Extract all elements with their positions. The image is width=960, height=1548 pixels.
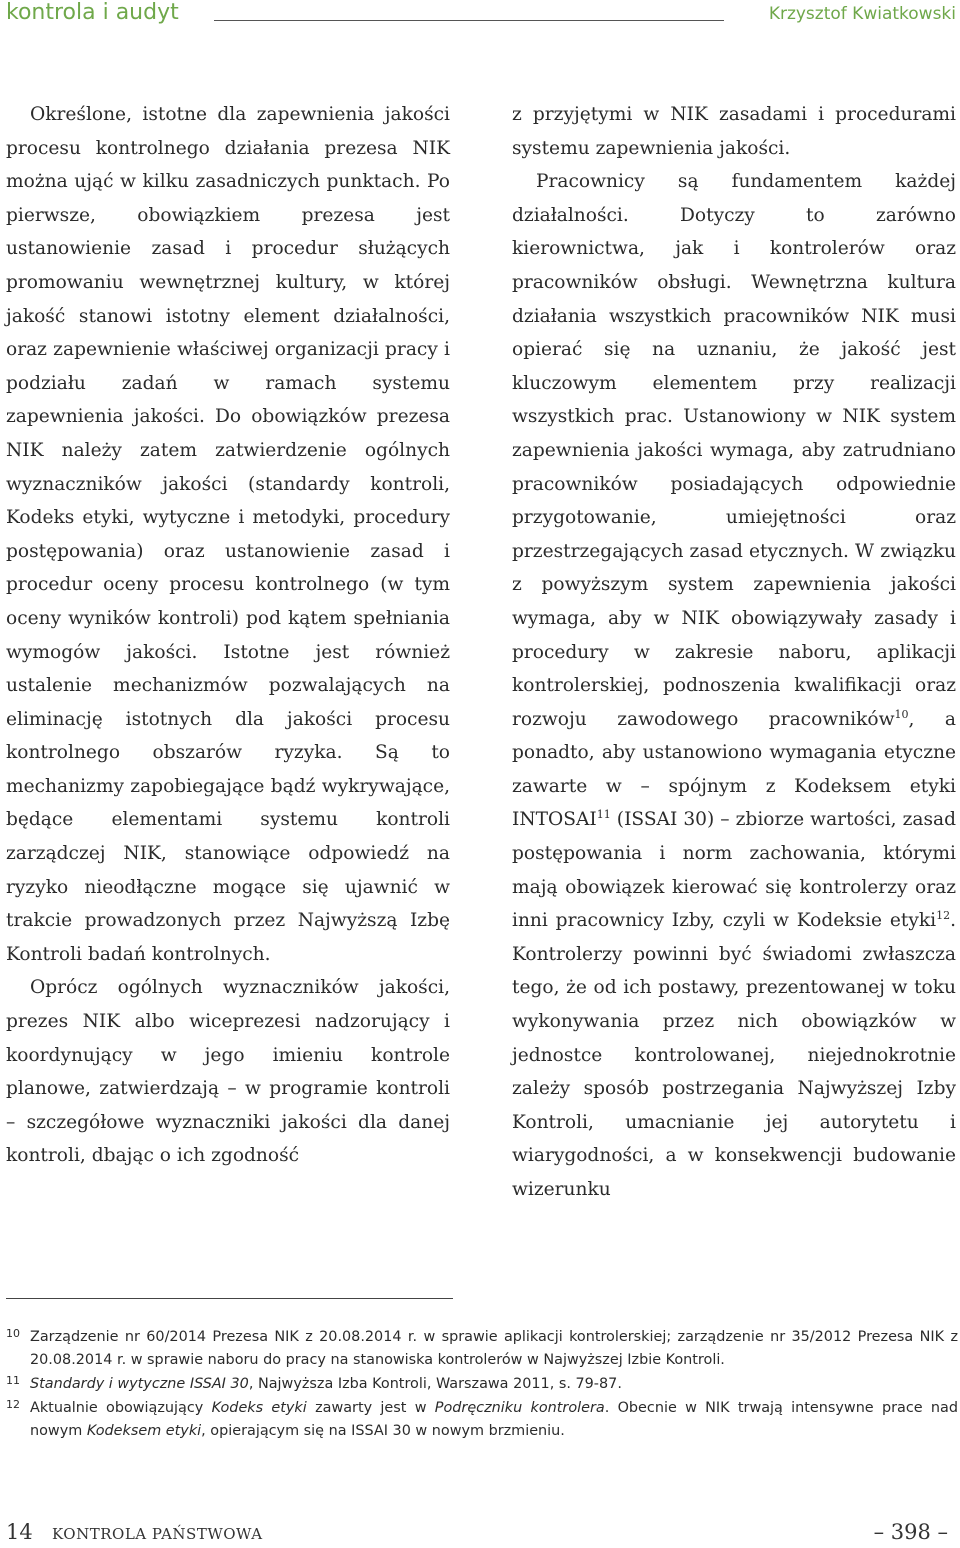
text-run: (ISSAI 30) – zbiorze wartości, zasad postępowania i norm zachowania, którymi mają obowiązek kierować się kontrolerzy oraz inni pracownicy Izby, czyli w Kodeksie etyki <box>512 809 956 932</box>
right-column <box>512 98 956 1207</box>
text-run: Pracownicy są fundamentem każdej działalności. Dotyczy to zarówno kierownictwa, jak i kontrolerów oraz pracowników obsługi. Wewnętrzna kultura działania wszystkich pracowników NIK musi opierać się na uznaniu, że jakość jest kluczowym elementem przy realizacji wszystkich prac. Ustanowiony w NIK system zapewnienia jakości wymaga, aby zatrudniano pracowników posiadających odpowiednie przygotowanie, umiejętności oraz przestrzegających zasad etycznych. W związku z powyższym system zapewnienia jakości wymaga, aby w NIK obowiązywały zasady i procedury w zakresie naboru, aplikacji kontrolerskiej, podnoszenia kwalifikacji oraz rozwoju zawodowego pracowników <box>512 171 956 730</box>
footnotes <box>6 1326 958 1444</box>
footnote-rule <box>6 1298 453 1299</box>
footnote <box>6 1326 958 1372</box>
footnote <box>6 1397 958 1443</box>
footnote-text: zawarty jest w <box>306 1400 435 1416</box>
footnote-text: . Obecnie w NIK trwają intensywne prace nad nowym <box>30 1400 958 1439</box>
page-header <box>0 0 960 36</box>
footnote-text: , Najwyższa Izba Kontroli, Warszawa 2011, s. 79-87. <box>248 1376 622 1392</box>
header-rule <box>214 20 724 21</box>
paragraph: Oprócz ogólnych wyznaczników jakości, prezes NIK albo wiceprezesi nadzorujący i koordynujący w jego imieniu kontrole planowe, zatwierdzają – w programie kontroli – szczegółowe wyznaczniki jakości dla danej kontroli, dbając o ich zgodność <box>6 977 450 1167</box>
footnote-number: 10 <box>6 1327 20 1340</box>
footnote-text: Zarządzenie nr 60/2014 Prezesa NIK z 20.08.2014 r. w sprawie aplikacji kontrolerskiej; zarządzenie nr 35/2012 Prezesa NIK z 20.08.2014 r. w sprawie naboru do pracy na stanowiska kontrolerów w Najwyższej Izbie Kontroli. <box>30 1329 958 1368</box>
footnote-ref[interactable]: 10 <box>894 707 909 721</box>
footnote-number: 12 <box>6 1398 20 1411</box>
left-column <box>6 98 450 1173</box>
author-name: Krzysztof Kwiatkowski <box>768 4 956 24</box>
footnote-ref[interactable]: 11 <box>596 808 611 822</box>
footnote-title: Podręczniku kontrolera <box>434 1400 605 1416</box>
paragraph: Określone, istotne dla zapewnienia jakości procesu kontrolnego działania prezesa NIK można ująć w kilku zasadniczych punktach. Po pierwsze, obowiązkiem prezesa jest ustanowienie zasad i procedur służących promowaniu wewnętrznej kultury, w której jakość stanowi istotny element działalności, oraz zapewnienie właściwej organizacji pracy i podziału zadań w ramach systemu zapewnienia jakości. Do obowiązków prezesa NIK należy zatem zatwierdzenie ogólnych wyznaczników jakości (standardy kontroli, Kodeks etyki, wytyczne i metodyki, procedury postępowania) oraz ustanowienie zasad i procedur oceny procesu kontrolnego (w tym oceny wyników kontroli) pod kątem spełniania wymogów jakości. Istotne jest również ustalenie mechanizmów pozwalających na eliminację istotnych dla jakości procesu kontrolnego obszarów ryzyka. Są to mechanizmy zapobiegające bądź wykrywające, będące elementami systemu kontroli zarządczej NIK, stanowiące odpowiedź na ryzyko nieodłączne mogące się ujawnić w trakcie prowadzonych przez Najwyższą Izbę Kontroli badań kontrolnych. <box>6 104 450 965</box>
footnote-ref[interactable]: 12 <box>936 909 951 923</box>
footnote-number: 11 <box>6 1374 20 1387</box>
section-title: kontrola i audyt <box>6 0 179 25</box>
journal-name: KONTROLA PAŃSTWOWA <box>52 1525 263 1543</box>
footnote-text: , opierającym się na ISSAI 30 w nowym brzmieniu. <box>201 1423 565 1439</box>
footnote-title: Standardy i wytyczne ISSAI 30 <box>30 1376 249 1392</box>
footnote-title: Kodeksem etyki <box>86 1423 202 1439</box>
paragraph: z przyjętymi w NIK zasadami i procedurami systemu zapewnienia jakości. <box>512 104 956 159</box>
footnote-title: Kodeks etyki <box>211 1400 307 1416</box>
page-footer <box>0 1520 960 1548</box>
text-run: , a ponadto, aby ustanowiono wymagania etyczne zawarte w – spójnym z Kodeksem etyki INTOSAI <box>512 708 956 831</box>
issue-number: – 398 – <box>873 1520 948 1544</box>
footnote <box>6 1373 958 1396</box>
text-run: . Kontrolerzy powinni być świadomi zwłaszcza tego, że od ich postawy, prezentowanej w toku wykonywania przez nich obowiązków w jednostce kontrolowanej, niejednokrotnie zależy sposób postrzegania Najwyższej Izby Kontroli, umacnianie jej autorytetu i wiarygodności, a w konsekwencji budowanie wizerunku <box>512 910 956 1200</box>
footnote-text: Aktualnie obowiązujący <box>30 1400 212 1416</box>
paragraph <box>512 165 956 1206</box>
page-number: 14 <box>6 1520 33 1544</box>
